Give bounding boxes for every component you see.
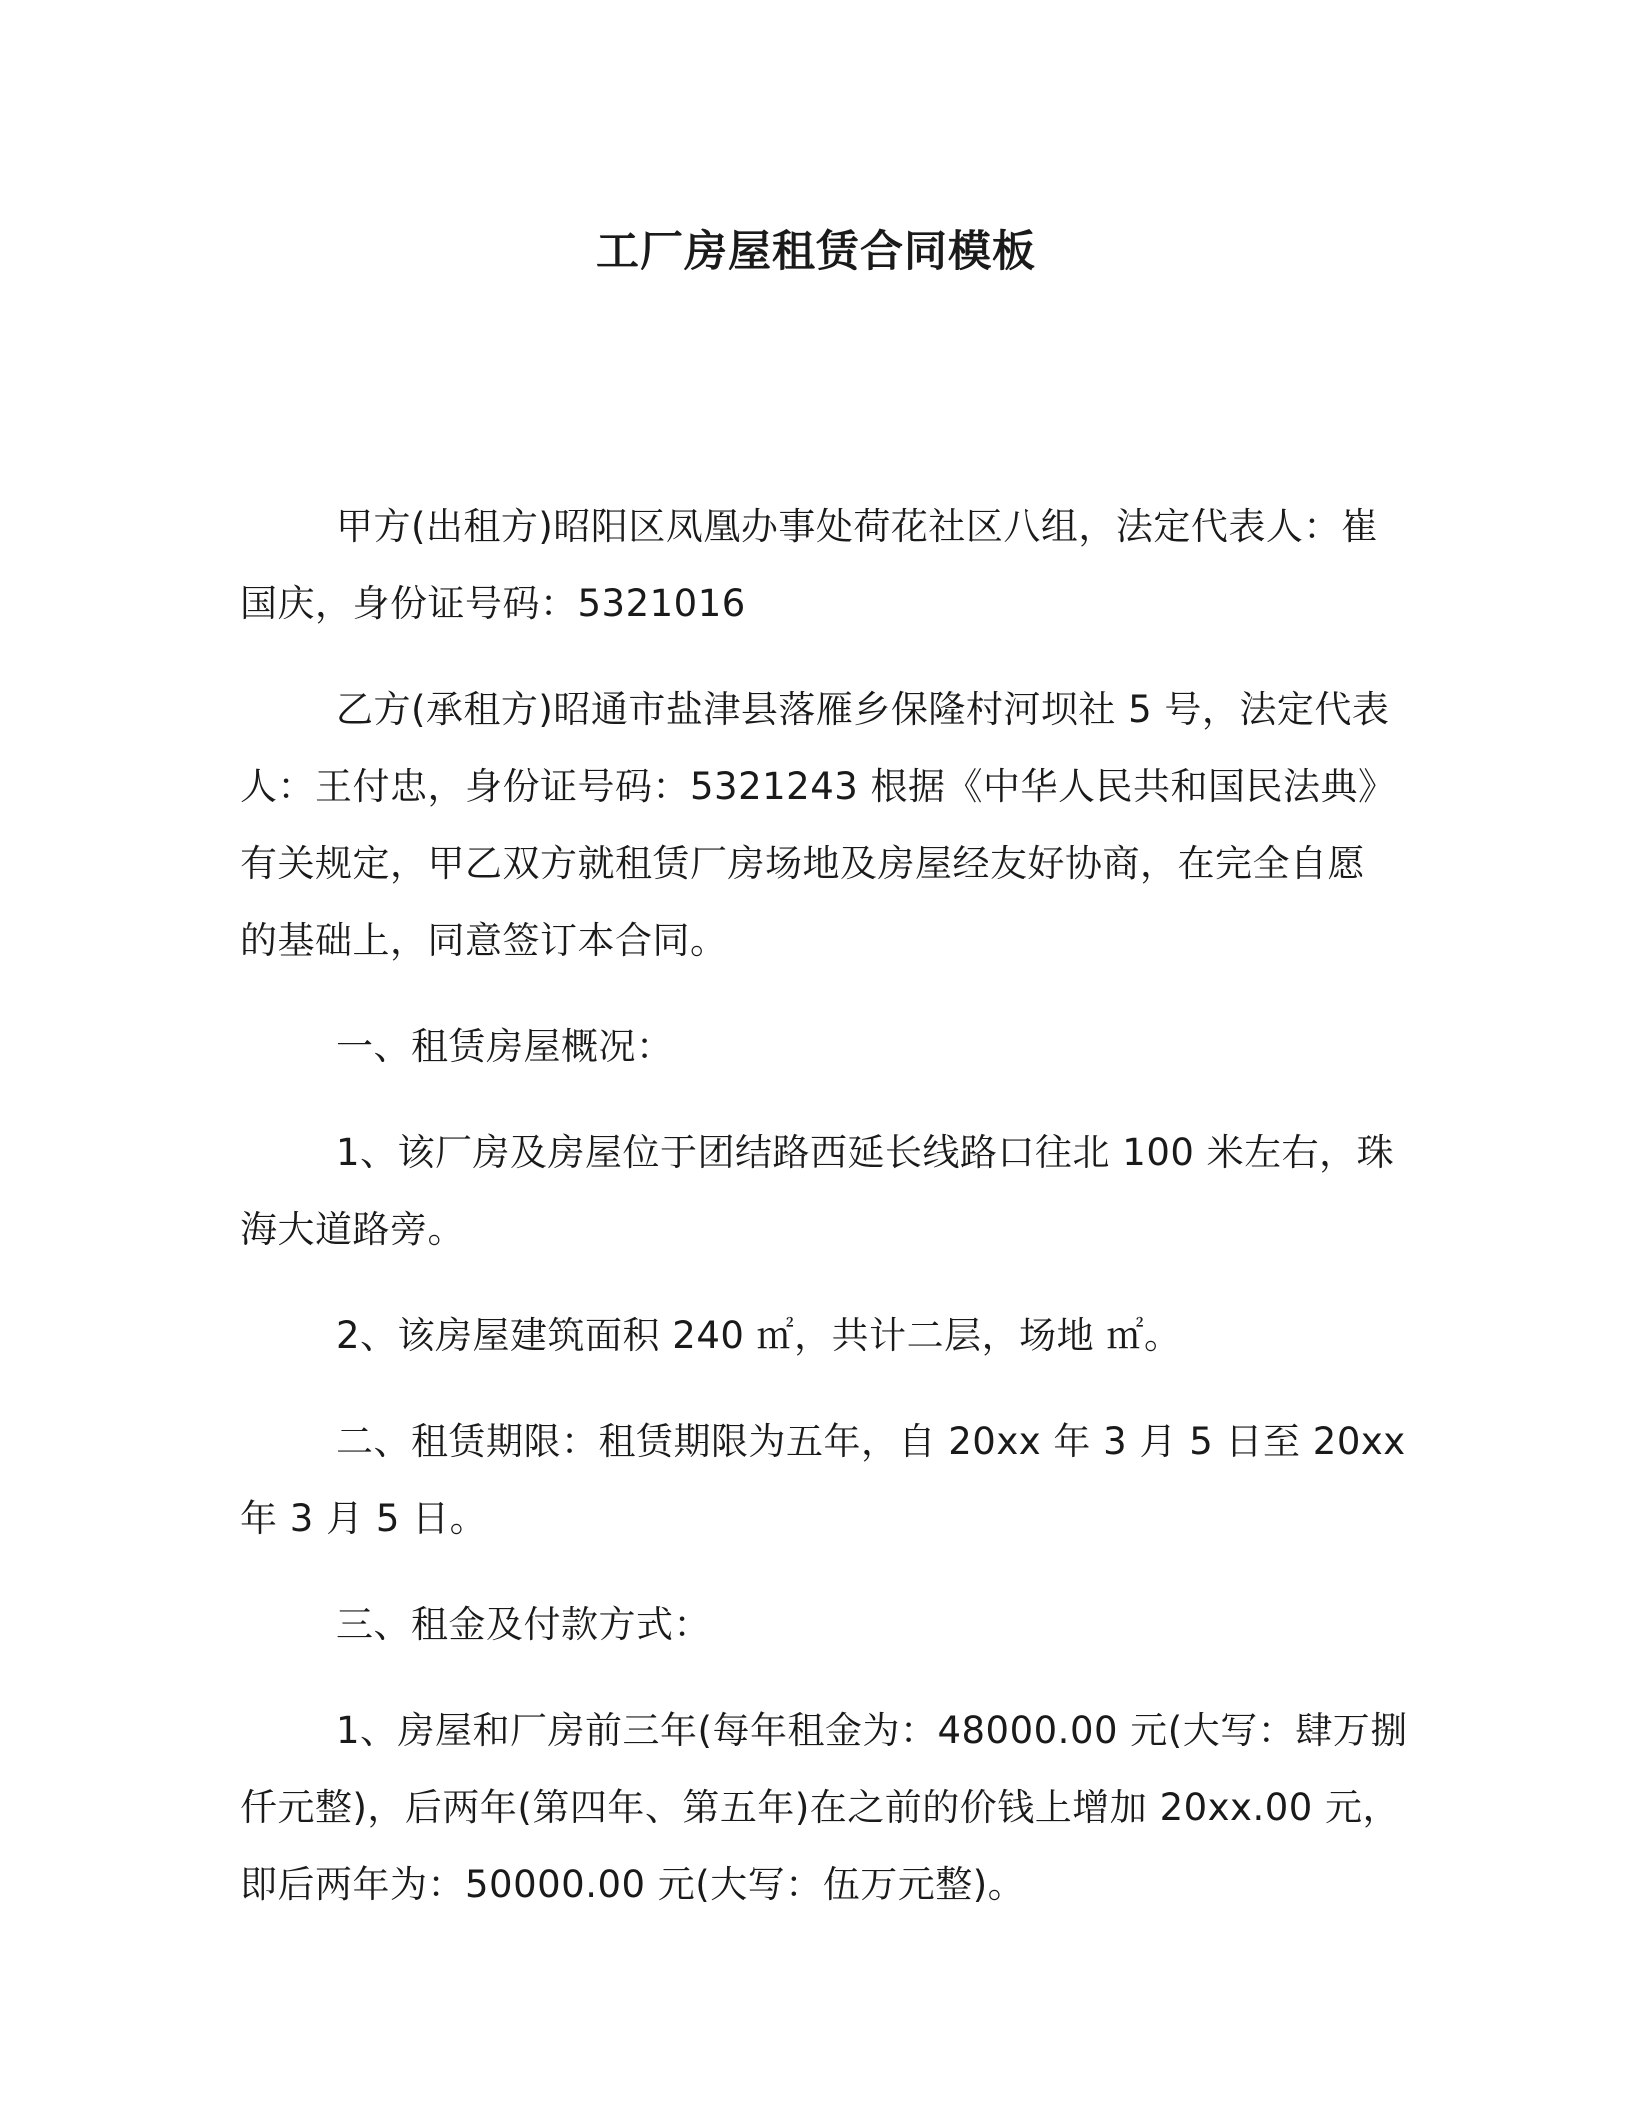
paragraph-line: 三、租金及付款方式： (336, 1603, 711, 1646)
section-heading-1 (240, 1008, 1380, 1085)
paragraph-line: 仟元整)，后两年(第四年、第五年)在之前的价钱上增加 20xx.00 元， (240, 1786, 1401, 1829)
document-title: 工厂房屋租赁合同模板 (596, 227, 1036, 277)
clause-1-2 (240, 1297, 1380, 1374)
paragraph-line: 乙方(承租方)昭通市盐津县落雁乡保隆村河坝社 5 号，法定代表 (336, 688, 1390, 731)
party-a-paragraph (240, 488, 1380, 642)
paragraph-line: 国庆，身份证号码：5321016 (240, 582, 746, 625)
clause-1-1 (240, 1114, 1395, 1268)
paragraph-line: 有关规定，甲乙双方就租赁厂房场地及房屋经友好协商，在完全自愿 (240, 842, 1365, 885)
paragraph-line: 1、该厂房及房屋位于团结路西延长线路口往北 100 米左右，珠 (336, 1131, 1395, 1174)
section-heading-3 (240, 1586, 1380, 1663)
paragraph-line: 2、该房屋建筑面积 240 ㎡，共计二层，场地 ㎡。 (336, 1314, 1182, 1357)
paragraph-line: 年 3 月 5 日。 (240, 1497, 488, 1540)
paragraph-line: 甲方(出租方)昭阳区凤凰办事处荷花社区八组，法定代表人：崔 (336, 505, 1379, 548)
party-b-paragraph (240, 671, 1396, 979)
clause-3-1 (240, 1692, 1408, 1923)
paragraph-line: 人：王付忠，身份证号码：5321243 根据《中华人民共和国民法典》 (240, 765, 1396, 808)
paragraph-line: 海大道路旁。 (240, 1208, 465, 1251)
document-body (240, 488, 1408, 1952)
paragraph-line: 的基础上，同意签订本合同。 (240, 919, 728, 962)
paragraph-line: 1、房屋和厂房前三年(每年租金为：48000.00 元(大写：肆万捌 (336, 1709, 1408, 1752)
paragraph-line: 一、租赁房屋概况： (336, 1025, 674, 1068)
section-heading-2 (240, 1403, 1406, 1557)
paragraph-line: 二、租赁期限：租赁期限为五年，自 20xx 年 3 月 5 日至 20xx (336, 1420, 1406, 1463)
paragraph-line: 即后两年为：50000.00 元(大写：伍万元整)。 (240, 1863, 1026, 1906)
